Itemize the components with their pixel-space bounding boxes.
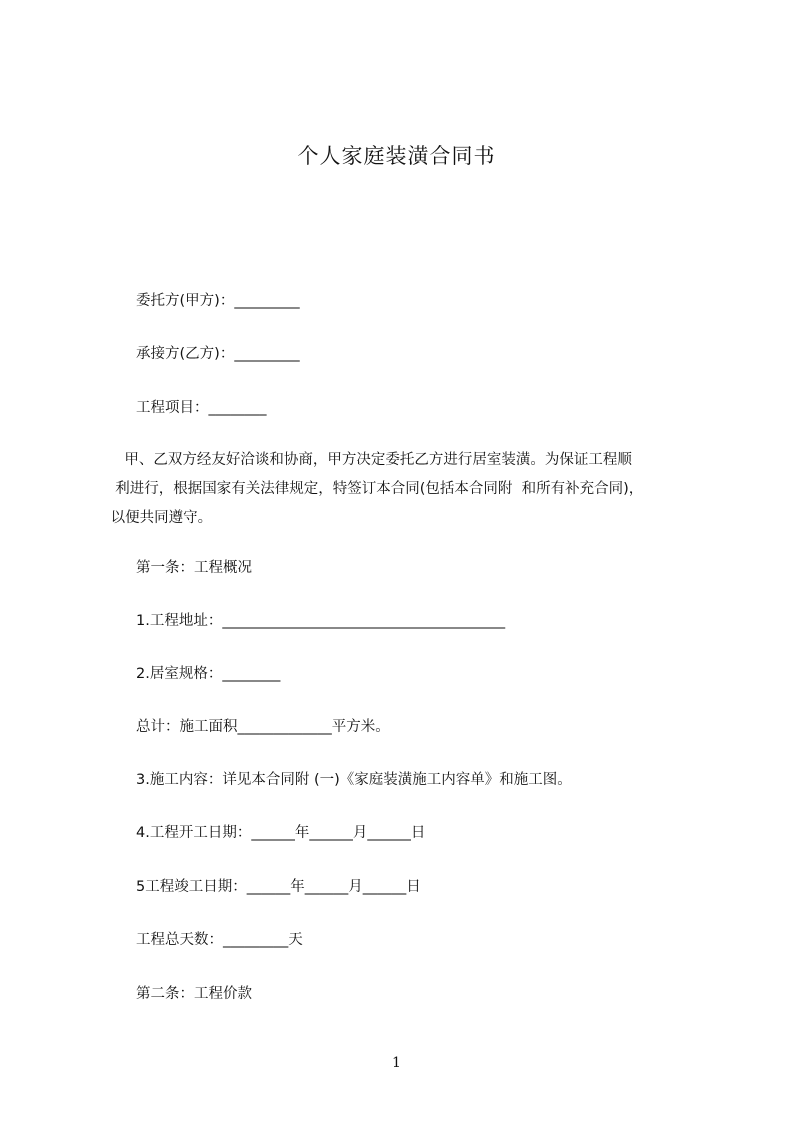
party-a-line: 委托方(甲方)：_________: [136, 293, 300, 309]
start-date-line: 4.工程开工日期：______年______月______日: [136, 825, 426, 841]
document-title: 个人家庭装潢合同书: [297, 144, 496, 168]
intro-line-3: 以便共同遵守。: [106, 510, 213, 526]
article-1-heading: 第一条：工程概况: [136, 560, 252, 576]
project-line: 工程项目：________: [136, 400, 267, 416]
party-b-line: 承接方(乙方)：_________: [136, 346, 300, 362]
room-spec-line: 2.居室规格：________: [136, 666, 281, 682]
intro-line-1: 甲、乙双方经友好洽谈和协商，甲方决定委托乙方进行居室装潢。为保证工程顺: [106, 452, 632, 468]
article-2-heading: 第二条：工程价款: [136, 986, 252, 1002]
total-area-line: 总计：施工面积_____________平方米。: [136, 719, 390, 735]
completion-date-line: 5工程竣工日期：______年______月______日: [136, 879, 421, 895]
total-days-line: 工程总天数：_________天: [136, 932, 303, 948]
intro-line-2: 利进行，根据国家有关法律规定，特签订本合同(包括本合同附 和所有补充合同)，: [106, 481, 644, 497]
intro-paragraph: [106, 446, 698, 533]
construction-content-line: 3.施工内容：详见本合同附 (一)《家庭装潢施工内容单》和施工图。: [136, 772, 572, 788]
project-address-line: 1.工程地址：_______________________________________: [136, 613, 506, 629]
page-number: 1: [392, 1055, 401, 1071]
